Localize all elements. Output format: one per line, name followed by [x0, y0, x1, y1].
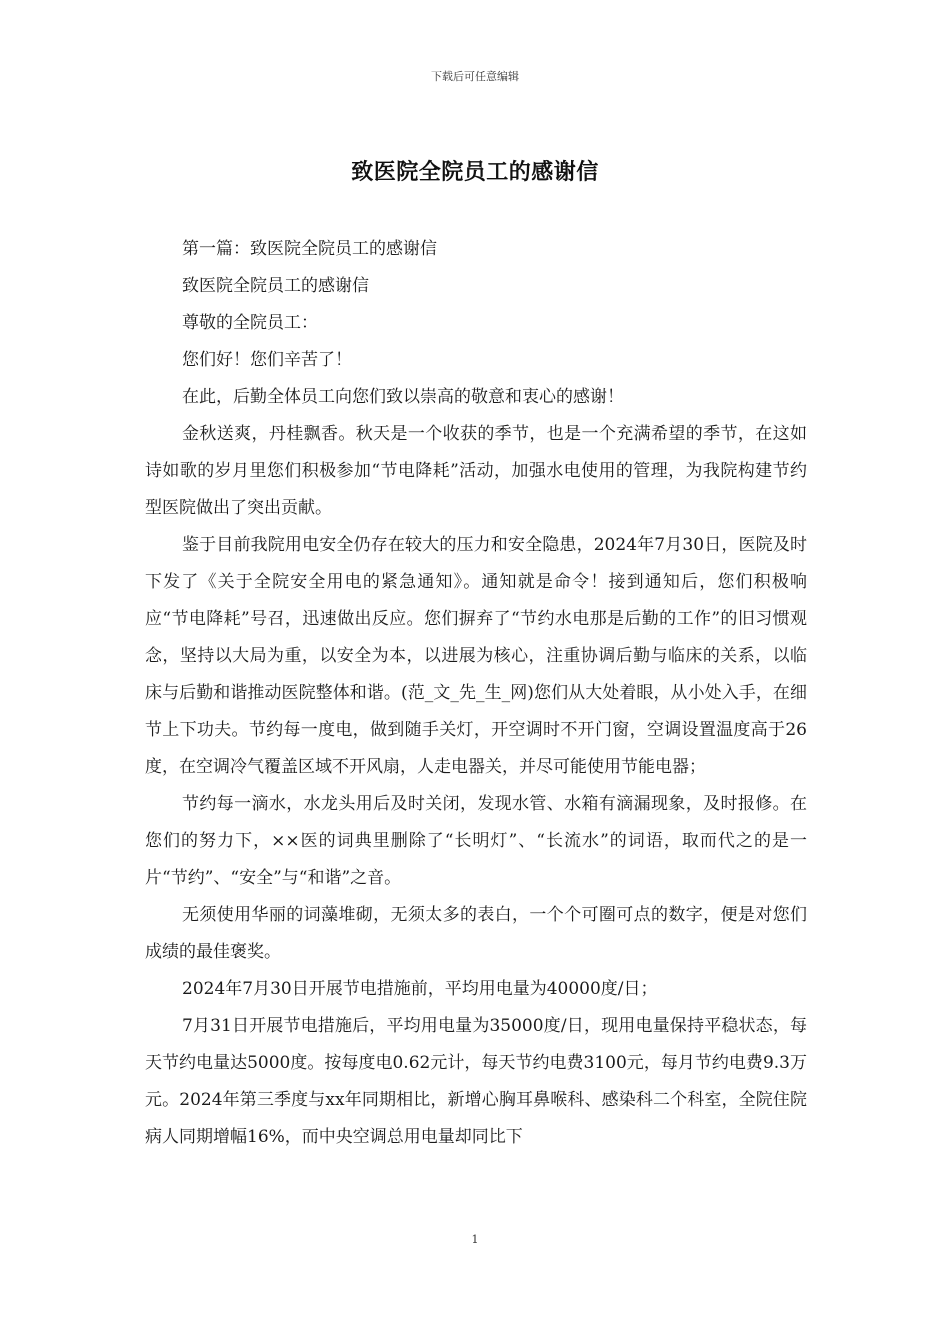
header-note: 下载后可任意编辑: [431, 70, 519, 83]
paragraph: 2024年7月30日开展节电措施前，平均用电量为40000度/日；: [182, 979, 658, 999]
paragraph: 节约每一滴水，水龙头用后及时关闭，发现水管、水箱有滴漏现象，及时报修。在您们的努力下，××医的词典里删除了“长明灯”、“长流水”的词语，取而代之的是一片“节约”、“安全”与“和谐”之音。: [145, 794, 807, 888]
paragraph: 致医院全院员工的感谢信: [182, 276, 369, 296]
paragraph: 金秋送爽，丹桂飘香。秋天是一个收获的季节，也是一个充满希望的季节，在这如诗如歌的岁月里您们积极参加“节电降耗”活动，加强水电使用的管理，为我院构建节约型医院做出了突出贡献。: [145, 424, 807, 518]
paragraph: 无须使用华丽的词藻堆砌，无须太多的表白，一个个可圈可点的数字，便是对您们成绩的最佳褒奖。: [145, 905, 807, 962]
paragraph: 在此，后勤全体员工向您们致以崇高的敬意和衷心的感谢！: [182, 387, 624, 407]
paragraph: 7月31日开展节电措施后，平均用电量为35000度/日，现用电量保持平稳状态，每天节约电量达5000度。按每度电0.62元计，每天节约电费3100元，每月节约电费9.3万元。2024年第三季度与xx年同期相比，新增心胸耳鼻喉科、感染科二个科室，全院住院病人同期增幅16%，而中央空调总用电量却同比下: [145, 1016, 807, 1147]
paragraph: 鉴于目前我院用电安全仍存在较大的压力和安全隐患，2024年7月30日，医院及时下发了《关于全院安全用电的紧急通知》。通知就是命令！接到通知后，您们积极响应“节电降耗”号召，迅速做出反应。您们摒弃了“节约水电那是后勤的工作”的旧习惯观念，坚持以大局为重，以安全为本，以进展为核心，注重协调后勤与临床的关系，以临床与后勤和谐推动医院整体和谐。(范_文_先_生_网)您们从大处着眼，从小处入手，在细节上下功夫。节约每一度电，做到随手关灯，开空调时不开门窗，空调设置温度高于26度，在空调冷气覆盖区域不开风扇，人走电器关，并尽可能使用节能电器；: [145, 535, 807, 777]
paragraph: 尊敬的全院员工：: [182, 313, 318, 333]
document-body: [145, 231, 807, 1156]
page-number: 1: [471, 1233, 479, 1246]
document-title: 致医院全院员工的感谢信: [351, 159, 599, 185]
paragraph: 第一篇：致医院全院员工的感谢信: [182, 239, 437, 259]
paragraph: 您们好！您们辛苦了！: [182, 350, 352, 370]
